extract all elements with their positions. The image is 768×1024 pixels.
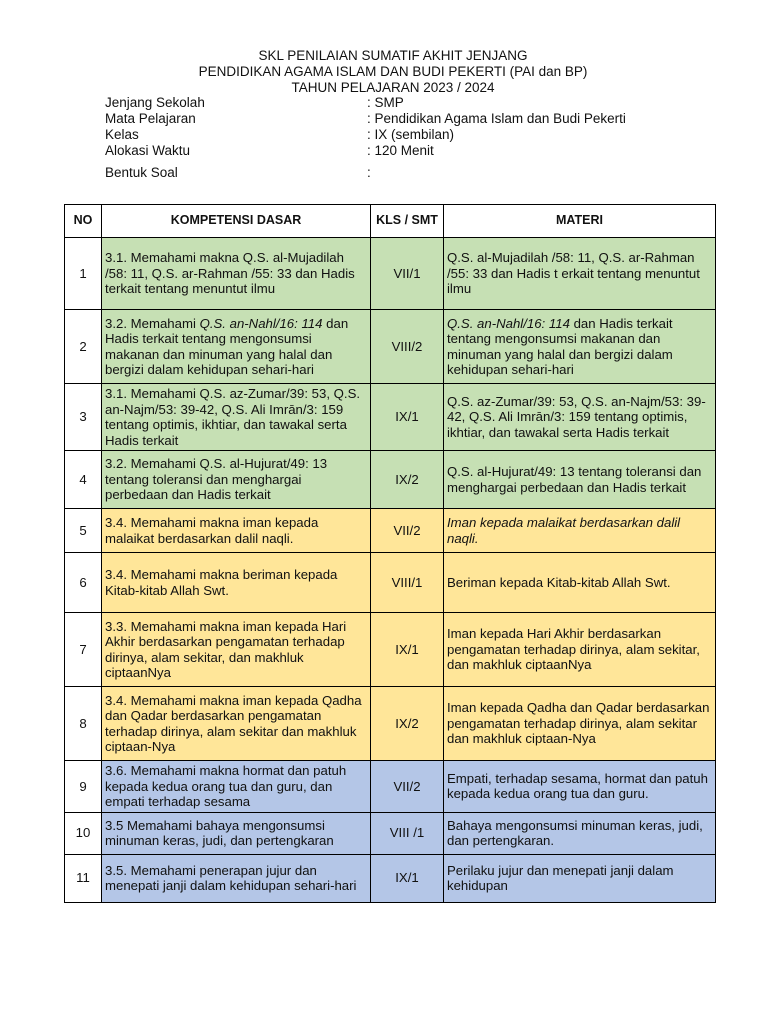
title-line-3: TAHUN PELAJARAN 2023 / 2024 [291, 80, 495, 95]
cell-kompetensi-dasar: 3.4. Memahami makna iman kepada malaikat berdasarkan dalil naqli. [102, 509, 371, 553]
table-row [65, 854, 716, 902]
document-header [0, 48, 768, 96]
materi-text: dan Hadis terkait tentang mengonsumsi makanan dan minuman yang halal dan bergizi dalam kehidupan sehari-hari [447, 315, 673, 377]
table-row [65, 687, 716, 761]
cell-kls-smt: IX/1 [371, 854, 444, 902]
meta-value: : Pendidikan Agama Islam dan Budi Pekerti [367, 111, 626, 126]
cell-kls-smt: IX/2 [371, 451, 444, 509]
meta-value: : SMP [367, 95, 404, 110]
cell-kls-smt: IX/1 [371, 384, 444, 451]
cell-no: 7 [65, 613, 102, 687]
cell-kompetensi-dasar: 3.2. Memahami Q.S. al-Hujurat/49: 13 tentang toleransi dan menghargai perbedaan dan Hadis terkait [102, 451, 371, 509]
cell-kompetensi-dasar: 3.1. Memahami Q.S. az-Zumar/39: 53, Q.S. an-Najm/53: 39-42, Q.S. Ali Imrān/3: 159 tentang optimis, ikhtiar, dan tawakal serta Hadis terkait [102, 384, 371, 451]
cell-kls-smt: VIII /1 [371, 812, 444, 854]
cell-materi: Iman kepada Hari Akhir berdasarkan pengamatan terhadap dirinya, alam sekitar, dan makhluk ciptaanNya [444, 613, 716, 687]
meta-label: Alokasi Waktu [105, 143, 191, 158]
document-meta [105, 95, 626, 181]
cell-kls-smt: VII/1 [371, 238, 444, 310]
meta-label: Mata Pelajaran [105, 111, 196, 126]
meta-value: : 120 Menit [367, 143, 434, 158]
cell-kompetensi-dasar: 3.1. Memahami makna Q.S. al-Mujadilah /58: 11, Q.S. ar-Rahman /55: 33 dan Hadis terkait tentang menuntut ilmu [102, 238, 371, 310]
table-header-row [65, 205, 716, 238]
kd-text: 3.2. Memahami [105, 315, 200, 331]
cell-no: 10 [65, 812, 102, 854]
cell-no: 4 [65, 451, 102, 509]
cell-kompetensi-dasar: 3.4. Memahami makna beriman kepada Kitab-kitab Allah Swt. [102, 553, 371, 613]
table-row [65, 509, 716, 553]
meta-row-waktu [105, 143, 626, 159]
cell-kls-smt: VII/2 [371, 761, 444, 813]
cell-materi: Beriman kepada Kitab-kitab Allah Swt. [444, 553, 716, 613]
cell-no: 11 [65, 854, 102, 902]
cell-no: 5 [65, 509, 102, 553]
header-materi: MATERI [444, 205, 716, 238]
meta-label: Bentuk Soal [105, 165, 178, 180]
table-row [65, 310, 716, 384]
meta-row-jenjang [105, 95, 626, 111]
cell-materi: Q.S. al-Mujadilah /58: 11, Q.S. ar-Rahman /55: 33 dan Hadis t erkait tentang menuntut ilmu [444, 238, 716, 310]
cell-materi: Empati, terhadap sesama, hormat dan patuh kepada kedua orang tua dan guru. [444, 761, 716, 813]
cell-kls-smt: IX/1 [371, 613, 444, 687]
cell-kompetensi-dasar: 3.5. Memahami penerapan jujur dan menepati janji dalam kehidupan sehari-hari [102, 854, 371, 902]
cell-no: 9 [65, 761, 102, 813]
cell-kls-smt: VII/2 [371, 509, 444, 553]
table-row [65, 613, 716, 687]
kd-surah-italic: Q.S. an-Nahl/16: 114 [199, 315, 323, 331]
meta-row-bentuk [105, 165, 626, 181]
cell-materi [444, 310, 716, 384]
meta-row-mapel [105, 111, 626, 127]
cell-materi: Bahaya mengonsumsi minuman keras, judi, dan pertengkaran. [444, 812, 716, 854]
table-row [65, 761, 716, 813]
header-kompetensi-dasar: KOMPETENSI DASAR [102, 205, 371, 238]
cell-no: 3 [65, 384, 102, 451]
cell-kompetensi-dasar: 3.4. Memahami makna iman kepada Qadha dan Qadar berdasarkan pengamatan terhadap dirinya, alam sekitar dan makhluk ciptaan-Nya [102, 687, 371, 761]
cell-no: 8 [65, 687, 102, 761]
cell-materi: Iman kepada malaikat berdasarkan dalil naqli. [444, 509, 716, 553]
table-row [65, 553, 716, 613]
cell-kompetensi-dasar [102, 310, 371, 384]
materi-surah-italic: Q.S. an-Nahl/16: 114 [447, 315, 570, 331]
meta-value: : [367, 165, 371, 180]
cell-materi: Perilaku jujur dan menepati janji dalam kehidupan [444, 854, 716, 902]
cell-kls-smt: IX/2 [371, 687, 444, 761]
table-row [65, 451, 716, 509]
meta-row-kelas [105, 127, 626, 143]
cell-no: 6 [65, 553, 102, 613]
cell-kls-smt: VIII/2 [371, 310, 444, 384]
title-line-1: SKL PENILAIAN SUMATIF AKHIT JENJANG [258, 48, 528, 63]
cell-materi: Q.S. al-Hujurat/49: 13 tentang toleransi dan menghargai perbedaan dan Hadis terkait [444, 451, 716, 509]
header-kls-smt: KLS / SMT [371, 205, 444, 238]
title-line-2: PENDIDIKAN AGAMA ISLAM DAN BUDI PEKERTI (PAI dan BP) [198, 64, 588, 79]
table-row [65, 238, 716, 310]
cell-kls-smt: VIII/1 [371, 553, 444, 613]
cell-materi: Iman kepada Qadha dan Qadar berdasarkan pengamatan terhadap dirinya, alam sekitar dan makhluk ciptaan-Nya [444, 687, 716, 761]
cell-no: 1 [65, 238, 102, 310]
table-row [65, 384, 716, 451]
cell-kompetensi-dasar: 3.5 Memahami bahaya mengonsumsi minuman keras, judi, dan pertengkaran [102, 812, 371, 854]
cell-kompetensi-dasar: 3.6. Memahami makna hormat dan patuh kepada kedua orang tua dan guru, dan empati terhadap sesama [102, 761, 371, 813]
meta-value: : IX (sembilan) [367, 127, 455, 142]
cell-kompetensi-dasar: 3.3. Memahami makna iman kepada Hari Akhir berdasarkan pengamatan terhadap dirinya, alam sekitar, dan makhluk ciptaanNya [102, 613, 371, 687]
header-no: NO [65, 205, 102, 238]
meta-label: Jenjang Sekolah [105, 95, 205, 110]
cell-materi: Q.S. az-Zumar/39: 53, Q.S. an-Najm/53: 39-42, Q.S. Ali Imrān/3: 159 tentang optimis, ikhtiar, dan tawakal serta Hadis terkait [444, 384, 716, 451]
cell-no: 2 [65, 310, 102, 384]
skl-table [64, 204, 716, 903]
table-row [65, 812, 716, 854]
kd-text: dan Hadis terkait tentang mengonsumsi makanan dan minuman yang halal dan bergizi dalam kehidupan sehari-hari [105, 315, 349, 377]
meta-label: Kelas [105, 127, 139, 142]
